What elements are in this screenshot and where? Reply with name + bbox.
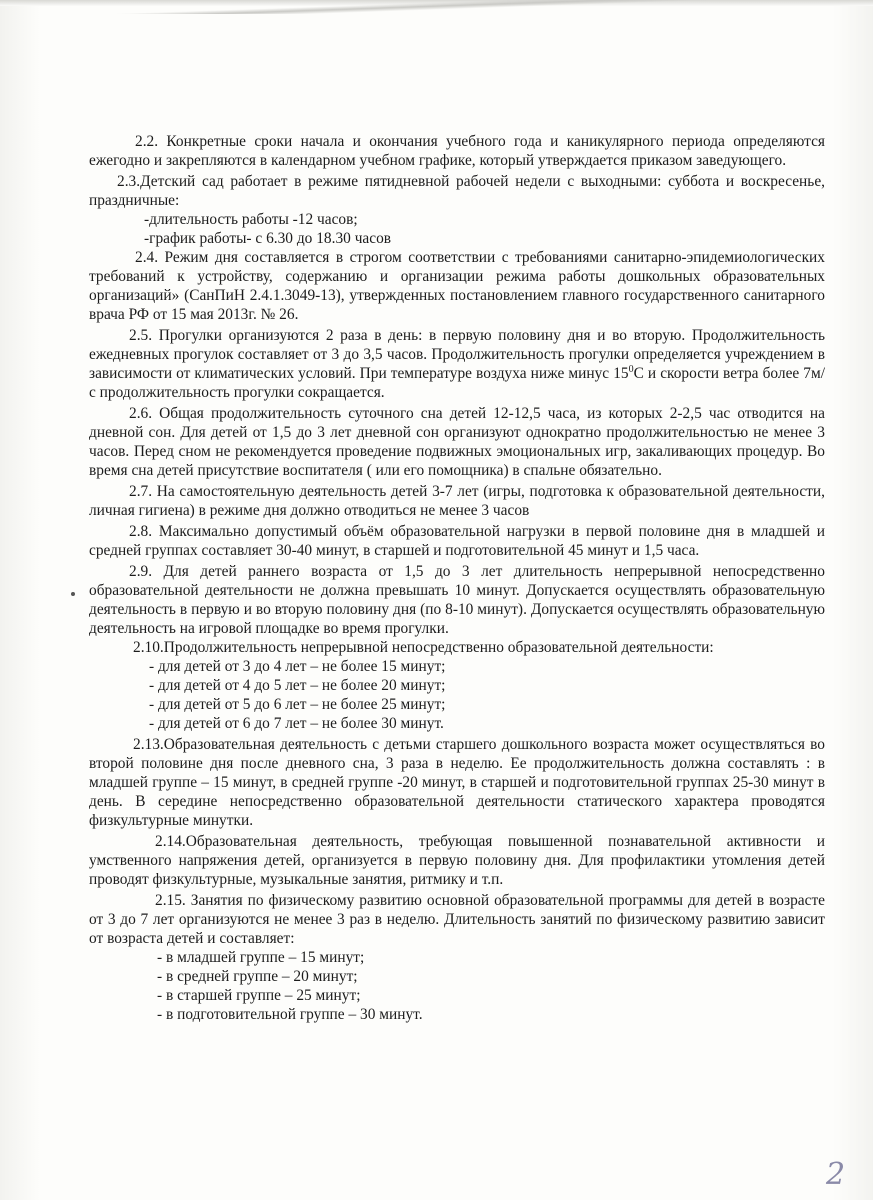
paragraph-2-2: 2.2. Конкретные сроки начала и окончания учебного года и каникулярного периода определяются ежегодно и закрепляются в календарном учебном графике, который утверждается приказом заведующего. <box>89 133 825 169</box>
paragraph-2-6: 2.6. Общая продолжительность суточного сна детей 12-12,5 часа, из которых 2-2,5 час отводится на дневной сон. Для детей от 1,5 до 3 лет дневной сон организуют однократно продолжительностью не менее 3 часов. Перед сном не рекомендуется проведение подвижных эмоциональных игр, закаливающих процедур. Во время сна детей присутствие воспитателя ( или его помощника) в спальне обязательно. <box>89 405 825 479</box>
page-number: 2 <box>826 1157 846 1192</box>
list-item: - для детей от 6 до 7 лет – не более 30 минут. <box>149 715 444 732</box>
paragraph-2-5 <box>89 326 825 402</box>
list-item: - в старшей группе – 25 минут; <box>157 987 361 1004</box>
list-2-10 <box>89 657 825 733</box>
paragraph-2-13: 2.13.Образовательная деятельность с детьми старшего дошкольного возраста может осуществляться во второй половине дня после дневного сна, 3 раза в неделю. Ее продолжительность должна составлять : в младшей группе – 15 минут, в средней группе -20 минут, в старшей и подготовительной группах 25-30 минут в день. В середине непосредственно образовательной деятельности статического характера проводятся физкультурные минутки. <box>89 736 825 829</box>
list-item: - для детей от 5 до 6 лет – не более 25 минут; <box>149 696 446 713</box>
paragraph-2-8: 2.8. Максимально допустимый объём образовательной нагрузки в первой половине дня в младшей и средней группах составляет 30-40 минут, в старшей и подготовительной 45 минут и 1,5 часа. <box>89 523 825 559</box>
list-item: - для детей от 4 до 5 лет – не более 20 минут; <box>149 677 446 694</box>
list-item: - в младшей группе – 15 минут; <box>157 949 365 966</box>
page-fold-line <box>0 0 873 14</box>
paragraph-2-5-text-a: 2.5. Прогулки организуются 2 раза в день: в первую половину дня и во вторую. Продолжительность ежедневных прогулок составляет от 3 до 3,5 часов. Продолжительность прогулки определяется учреждением в зависимости от климатических условий. При температуре воздуха ниже минус 15 <box>89 327 825 382</box>
paragraph-2-7: 2.7. На самостоятельную деятельность детей 3-7 лет (игры, подготовка к образовательной деятельности, личная гигиена) в режиме дня должно отводиться не менее 3 часов <box>89 483 825 519</box>
list-item: - для детей от 3 до 4 лет – не более 15 минут; <box>149 658 446 675</box>
list-item: -длительность работы -12 часов; <box>144 211 358 228</box>
list-item: -график работы- с 6.30 до 18.30 часов <box>144 230 392 247</box>
paragraph-2-3: 2.3.Детский сад работает в режиме пятидневной рабочей недели с выходными: суббота и воскресенье, праздничные: <box>89 173 825 209</box>
list-item: - в средней группе – 20 минут; <box>157 968 358 985</box>
list-2-3 <box>89 210 825 248</box>
paragraph-2-9: 2.9. Для детей раннего возраста от 1,5 до 3 лет длительность непрерывной непосредственно образовательной деятельности не должна превышать 10 минут. Допускается осуществлять образовательную деятельность в первую и во вторую половину дня (по 8-10 минут). Допускается осуществлять образовательную деятельность на игровой площадке во время прогулки. <box>89 563 825 637</box>
document-body <box>89 132 825 1024</box>
paragraph-2-10: 2.10.Продолжительность непрерывной непосредственно образовательной деятельности: <box>133 639 714 656</box>
list-2-15 <box>89 948 825 1024</box>
paragraph-2-4: 2.4. Режим дня составляется в строгом соответствии с требованиями санитарно-эпидемиологических требований к устройству, содержанию и организации режима работы дошкольных образовательных организаций» (СанПиН 2.4.1.3049-13), утвержденных постановлением главного государственного санитарного врача РФ от 15 мая 2013г. № 26. <box>89 249 825 323</box>
paragraph-2-5-text-b: С и скорости ветра более 7м/с продолжительность прогулки сокращается. <box>89 365 825 401</box>
paragraph-2-15: 2.15. Занятия по физическому развитию основной образовательной программы для детей в возрасте от 3 до 7 лет организуются не менее 3 раз в неделю. Длительность занятий по физическому развитию зависит от возраста детей и составляет: <box>89 892 825 947</box>
scan-artifact-dot <box>71 592 75 596</box>
paragraph-2-14: 2.14.Образовательная деятельность, требующая повышенной познавательной активности и умственного напряжения детей, организуется в первую половину дня. Для профилактики утомления детей проводят физкультурные, музыкальные занятия, ритмику и т.п. <box>89 833 825 888</box>
list-item: - в подготовительной группе – 30 минут. <box>157 1006 423 1023</box>
degree-superscript: 0 <box>628 363 634 375</box>
